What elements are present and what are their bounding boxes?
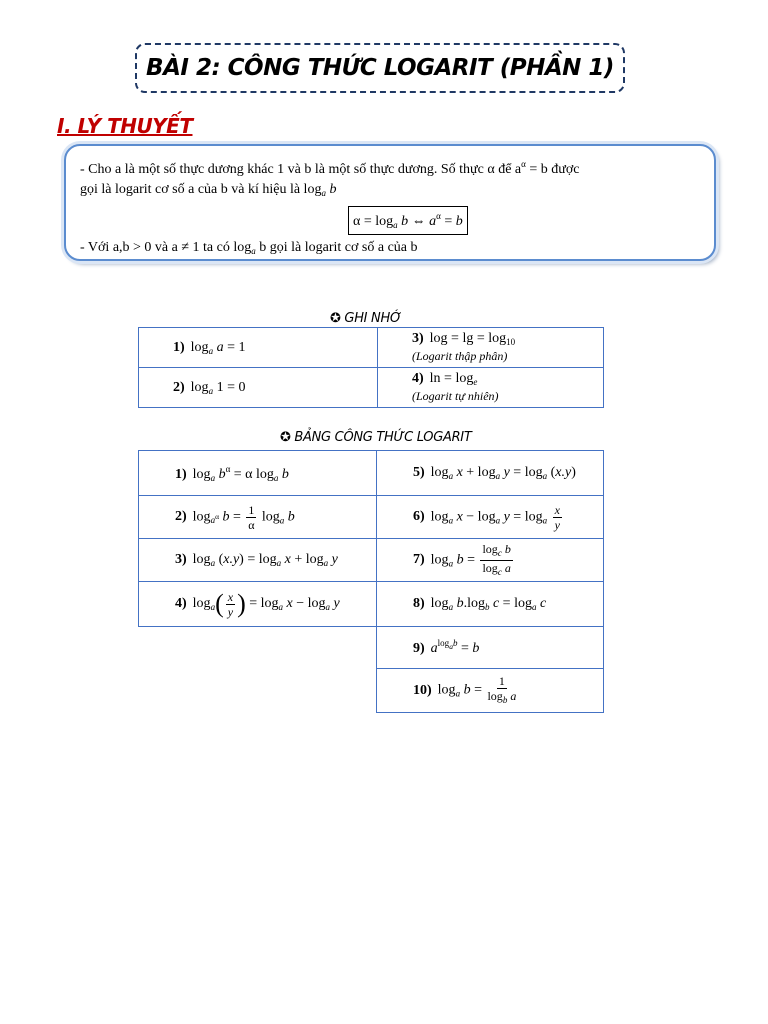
theory-line-2: gọi là logarit cơ số a của b và kí hiệu là $\log_a b$: [80, 182, 337, 198]
bang-heading: ✪ BẢNG CÔNG THỨC LOGARIT: [280, 430, 472, 445]
theory-line-3: - Với a,b > 0 và a ≠ 1 ta có $\log_a b$ gọi là logarit cơ số a của b: [80, 240, 418, 256]
formula-table: [138, 450, 604, 713]
formula-2: 2) $\log_{a^\alpha} b$ = $\frac{1}{\alpha}$ $\log_a b$: [139, 496, 377, 539]
formula-8: 8) $\log_a b.\log_b$ $c = \log_a c$: [377, 582, 604, 627]
table-row: [139, 496, 604, 539]
formula-1: 1) $\log_a b^\alpha = \alpha$ $\log_a b$: [139, 451, 377, 496]
formula-6: 6) $\log_a x - \log_a y = \log_a$ $\frac{x}{y}$: [377, 496, 604, 539]
page-title: BÀI 2: CÔNG THỨC LOGARIT (PHẦN 1): [146, 55, 614, 81]
table-row: [139, 451, 604, 496]
formula-7: 7) $\log_a b$ = $\frac{\log_c b}{\log_c a}$: [377, 539, 604, 582]
ghi-nho-cell-1: 1) $\log_a a = 1$: [139, 328, 378, 368]
table-row: [139, 627, 604, 669]
ghi-nho-cell-4: 4) $\ln = \log_e$ (Logarit tự nhiên): [378, 368, 604, 408]
ghi-nho-table: [138, 327, 604, 408]
table-row: [139, 328, 604, 368]
ghi-nho-cell-3: 3) $\log = \lg = \log_{10}$ (Logarit thập phân): [378, 328, 604, 368]
section-heading: I. LÝ THUYẾT: [57, 114, 193, 138]
table-row: [139, 368, 604, 408]
theory-box: [64, 144, 716, 261]
table-row: [139, 539, 604, 582]
ghi-nho-heading: ✪ GHI NHỚ: [330, 311, 402, 326]
theory-line-1: - Cho a là một số thực dương khác 1 và b là một số thực dương. Số thực α để $a^\alpha = b$ được: [80, 159, 580, 177]
formula-5: 5) $\log_a x + \log_a y = \log_a (x.y)$: [377, 451, 604, 496]
formula-3: 3) $\log_a (x.y) = \log_a x + \log_a y$: [139, 539, 377, 582]
table-row: [139, 582, 604, 627]
ghi-nho-cell-2: 2) $\log_a 1 = 0$: [139, 368, 378, 408]
definition-box: $\alpha = \log_a b$ ⇔ $a^\alpha = b$: [348, 206, 468, 235]
formula-4: 4) $\log_a$( $\frac{x}{y}$ ) = $\log_a x - \log_a y$: [139, 582, 377, 627]
formula-10: 10) $\log_a b$ = $\frac{1}{\log_b a}$: [377, 669, 604, 713]
table-row: [139, 669, 604, 713]
formula-9: 9) $a^{log_ab} = b$: [377, 627, 604, 669]
title-box: [135, 43, 625, 93]
